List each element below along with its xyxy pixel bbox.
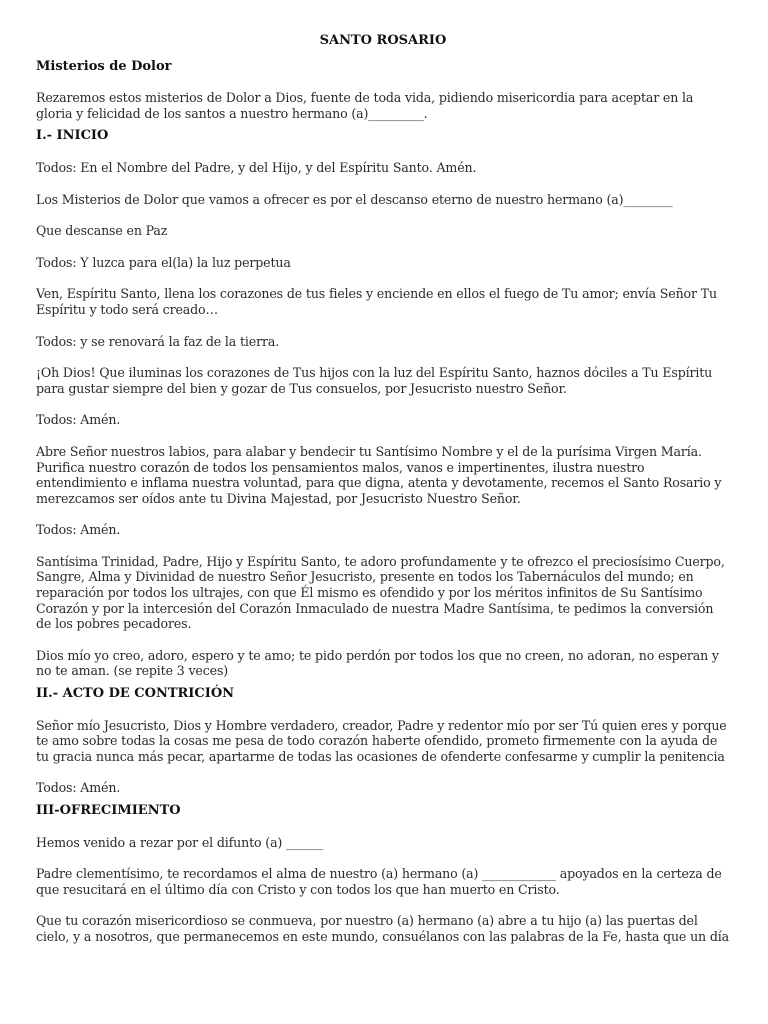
paragraph: Los Misterios de Dolor que vamos a ofrecer es por el descanso eterno de nuestro hermano (a)________ [36,191,673,207]
paragraph: Todos: Y luzca para el(la) la luz perpetua [36,254,291,270]
paragraph: Que descanse en Paz [36,223,168,239]
paragraph: Hemos venido a rezar por el difunto (a) ______ [36,834,323,850]
paragraph: Señor mío Jesucristo, Dios y Hombre verdadero, creador, Padre y redentor mío por ser Tú quien eres y porque te amo sobre todas la cosas me pesa de todo corazón haberte ofendido, prometo firmemente con la ayuda de tu gracia nunca más pecar, apartarme de todas las ocasiones de ofenderte confesarme y cumplir la penitencia [36,717,727,764]
paragraph: ¡Oh Dios! Que iluminas los corazones de Tus hijos con la luz del Espíritu Santo, haznos dóciles a Tu Espíritu para gustar siempre del bien y gozar de Tus consuelos, por Jesucristo nuestro Señor. [36,365,713,396]
section-heading-acto-de-contricion: II.- ACTO DE CONTRICIÓN [36,686,235,702]
paragraph: Todos: Amén. [36,412,121,428]
intro-paragraph: Rezaremos estos misterios de Dolor a Dios, fuente de toda vida, pidiendo misericordia para aceptar en la gloria y felicidad de los santos a nuestro hermano (a)_________. [36,90,694,121]
document-title: SANTO ROSARIO [319,33,447,48]
paragraph: Santísima Trinidad, Padre, Hijo y Espíritu Santo, te adoro profundamente y te ofrezco el preciosísimo Cuerpo, Sangre, Alma y Divinidad de nuestro Señor Jesucristo, presente en todos los Tabernáculos del mundo; en reparación por todos los ultrajes, con que Él mismo es ofendido y por los méritos infinitos de Su Santísimo Corazón y por la intercesión del Corazón Inmaculado de nuestra Madre Santísima, te pedimos la conversión de los pobres pecadores. [36,553,725,632]
paragraph: Padre clementísimo, te recordamos el alma de nuestro (a) hermano (a) ____________ apoyados en la certeza de que resucitará en el último día con Cristo y con todos los que han muerto en Cristo. [36,866,722,897]
paragraph: Abre Señor nuestros labios, para alabar y bendecir tu Santísimo Nombre y el de la purísima Virgen María. Purifica nuestro corazón de todos los pensamientos malos, vanos e impertinentes, ilustra nuestro entendimiento e inflama nuestra voluntad, para que digna, atenta y devotamente, recemos el Santo Rosario y merezcamos ser oídos ante tu Divina Majestad, por Jesucristo Nuestro Señor. [36,443,722,506]
section-heading-inicio: I.- INICIO [36,128,109,144]
paragraph: Dios mío yo creo, adoro, espero y te amo; te pido perdón por todos los que no creen, no adoran, no esperan y no te aman. (se repite 3 veces) [36,647,719,679]
paragraph: Todos: En el Nombre del Padre, y del Hijo, y del Espíritu Santo. Amén. [36,159,477,175]
document-subtitle: Misterios de Dolor [36,58,172,74]
paragraph: Todos: Amén. [36,522,121,538]
paragraph: Todos: Amén. [36,780,121,796]
paragraph: Todos: y se renovará la faz de la tierra. [36,333,280,349]
paragraph: Que tu corazón misericordioso se conmueva, por nuestro (a) hermano (a) abre a tu hijo (a) las puertas del cielo, y a nosotros, que permanecemos en este mundo, consuélanos con las palabras de la Fe, hasta que un día [36,913,729,944]
section-heading-ofrecimiento: III-OFRECIMIENTO [36,803,181,818]
paragraph: Ven, Espíritu Santo, llena los corazones de tus fieles y enciende en ellos el fuego de Tu amor; envía Señor Tu Espíritu y todo será creado… [36,286,717,317]
